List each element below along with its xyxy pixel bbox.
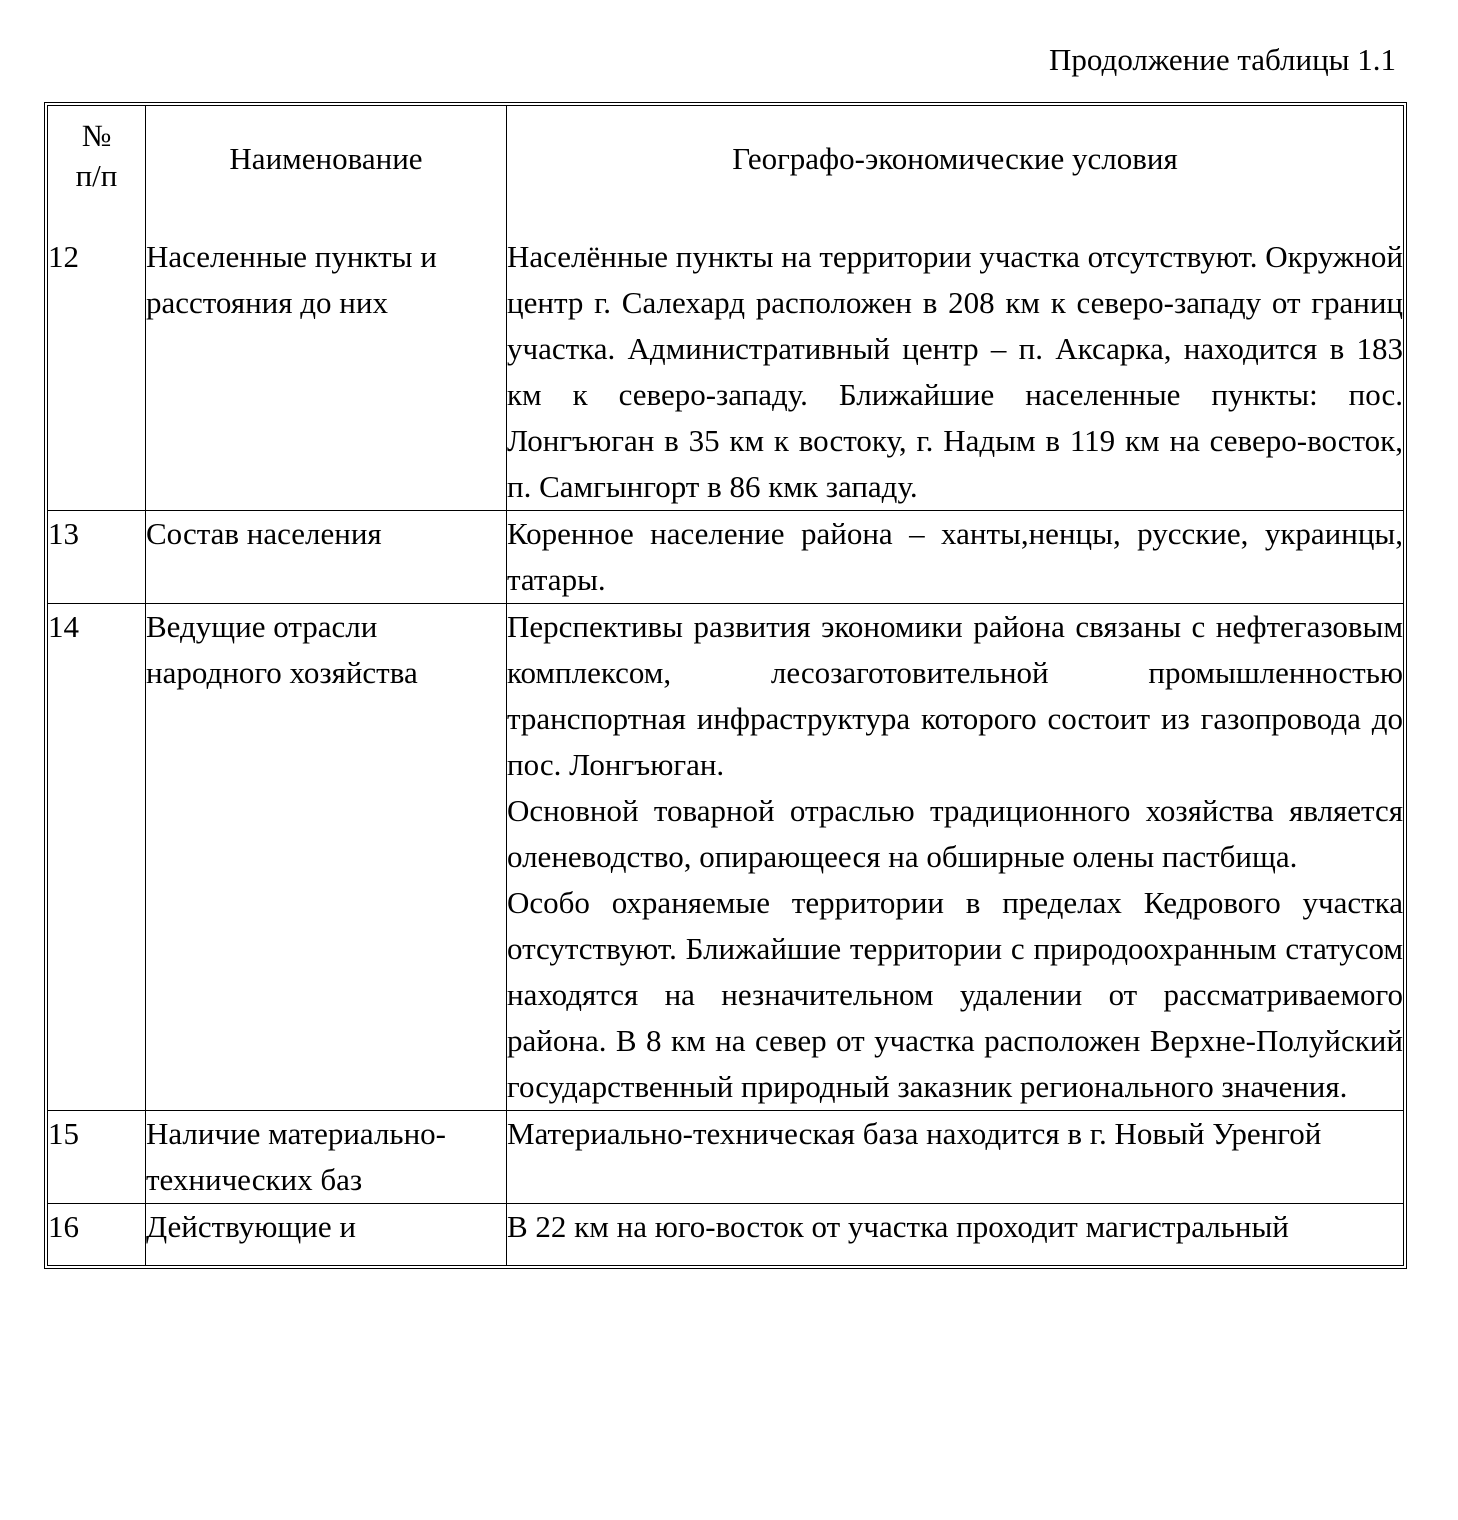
row-conditions xyxy=(507,234,1403,511)
row-name: Населенные пункты и расстояния до них xyxy=(146,234,507,511)
table-caption: Продолжение таблицы 1.1 xyxy=(1049,42,1396,77)
conditions-paragraph: Материально-техническая база находится в г. Новый Уренгой xyxy=(507,1116,1322,1151)
row-name: Наличие материально-технических баз xyxy=(146,1111,507,1204)
row-number: 12 xyxy=(48,234,146,511)
conditions-paragraph: Перспективы развития экономики района связаны с нефтегазовым комплексом, лесозаготовительной промышленностью транспортная инфраструктура которого состоит из газопровода до пос. Лонгъюган. xyxy=(507,609,1403,782)
table-row xyxy=(48,511,1403,604)
header-name-text: Наименование xyxy=(229,141,423,176)
table-row xyxy=(48,604,1403,1111)
header-num-pp: п/п xyxy=(75,158,118,193)
header-conditions xyxy=(507,106,1403,234)
row-conditions xyxy=(507,604,1403,1111)
row-name: Состав населения xyxy=(146,511,507,604)
row-conditions xyxy=(507,1111,1403,1204)
table-row xyxy=(48,1111,1403,1204)
row-conditions xyxy=(507,511,1403,604)
conditions-paragraph: Коренное население района – ханты,ненцы, русские, украинцы, татары. xyxy=(507,516,1403,597)
row-number: 14 xyxy=(48,604,146,1111)
row-name: Ведущие отрасли народного хозяйства xyxy=(146,604,507,1111)
conditions-paragraph: Особо охраняемые территории в пределах Кедрового участка отсутствуют. Ближайшие территории с природоохранным статусом находятся на незначительном удалении от рассматриваемого района. В 8 км на север от участка расположен Верхне-Полуйский государственный природный заказник регионального значения. xyxy=(507,885,1403,1104)
header-conditions-text: Географо-экономические условия xyxy=(732,141,1178,176)
row-name: Действующие и xyxy=(146,1204,507,1265)
geo-economic-table xyxy=(44,102,1407,1269)
row-conditions xyxy=(507,1204,1403,1265)
row-number: 16 xyxy=(48,1204,146,1265)
table-header-row xyxy=(48,106,1403,234)
conditions-paragraph: Населённые пункты на территории участка отсутствуют. Окружной центр г. Салехард расположен в 208 км к северо-западу от границ участка. Административный центр – п. Аксарка, находится в 183 км к северо-западу. Ближайшие населенные пункты: пос. Лонгъюган в 35 км к востоку, г. Надым в 119 км на северо-восток, п. Самгынгорт в 86 кмк западу. xyxy=(507,239,1403,504)
table-row xyxy=(48,234,1403,511)
conditions-paragraph: Основной товарной отраслью традиционного хозяйства является оленеводство, опирающееся на обширные олены пастбища. xyxy=(507,793,1403,874)
conditions-paragraph: В 22 км на юго-восток от участка проходит магистральный xyxy=(507,1209,1289,1244)
header-num xyxy=(48,106,146,234)
row-number: 15 xyxy=(48,1111,146,1204)
row-number: 13 xyxy=(48,511,146,604)
table-row xyxy=(48,1204,1403,1265)
header-num-symbol: № xyxy=(81,118,112,153)
header-name xyxy=(146,106,507,234)
